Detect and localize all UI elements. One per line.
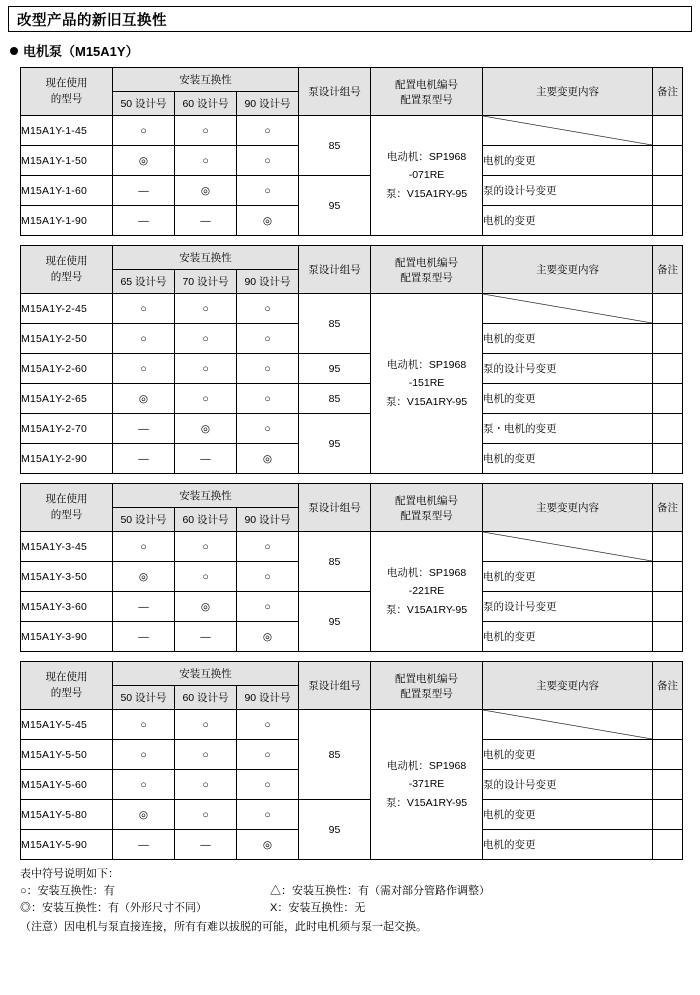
compat-mark: ○ <box>237 710 299 740</box>
compat-mark: ◎ <box>175 414 237 444</box>
compat-mark: ○ <box>113 354 175 384</box>
remarks-cell <box>653 354 683 384</box>
change-cell: 泵・电机的变更 <box>483 414 653 444</box>
compat-mark: ◎ <box>175 592 237 622</box>
compat-mark: — <box>175 830 237 860</box>
compat-mark: ○ <box>175 770 237 800</box>
header-changes: 主要变更内容 <box>483 662 653 710</box>
table-header-row <box>21 246 683 270</box>
change-cell-diagonal <box>483 532 653 562</box>
header-remarks: 备注 <box>653 246 683 294</box>
header-compat: 安装互换性 <box>113 68 299 92</box>
change-cell: 泵的设计号变更 <box>483 592 653 622</box>
table-header-row <box>21 68 683 92</box>
remarks-cell <box>653 116 683 146</box>
compat-mark: ○ <box>113 532 175 562</box>
header-pump-group: 泵设计组号 <box>299 484 371 532</box>
compat-mark: ◎ <box>113 384 175 414</box>
header-design-90: 90 设计号 <box>237 270 299 294</box>
model-name: M15A1Y-2-70 <box>21 414 113 444</box>
table-row <box>21 532 683 562</box>
header-design-90: 90 设计号 <box>237 92 299 116</box>
compat-mark: ○ <box>237 592 299 622</box>
compat-mark: — <box>175 622 237 652</box>
header-design-65: 65 设计号 <box>113 270 175 294</box>
compat-mark: ○ <box>175 740 237 770</box>
compatibility-table-1 <box>20 67 683 236</box>
remarks-cell <box>653 444 683 474</box>
model-name: M15A1Y-3-60 <box>21 592 113 622</box>
compat-mark: ○ <box>237 770 299 800</box>
compat-mark: ◎ <box>113 562 175 592</box>
header-config: 配置电机编号 配置泵型号 <box>371 484 483 532</box>
remarks-cell <box>653 384 683 414</box>
pump-group-value: 85 <box>299 294 371 354</box>
legend-intro: 表中符号说明如下： <box>20 868 119 880</box>
model-name: M15A1Y-5-60 <box>21 770 113 800</box>
compat-mark: ○ <box>175 562 237 592</box>
compatibility-table-2 <box>20 245 683 474</box>
header-design-50: 50 设计号 <box>113 686 175 710</box>
header-design-50: 50 设计号 <box>113 508 175 532</box>
compat-mark: ○ <box>237 384 299 414</box>
compat-mark: ◎ <box>175 176 237 206</box>
config-cell: 电动机：SP1968 -151RE 泵：V15A1RY-95 <box>371 294 483 474</box>
model-name: M15A1Y-5-90 <box>21 830 113 860</box>
compat-mark: ○ <box>237 562 299 592</box>
remarks-cell <box>653 532 683 562</box>
pump-group-value: 95 <box>299 354 371 384</box>
config-cell: 电动机：SP1968 -221RE 泵：V15A1RY-95 <box>371 532 483 652</box>
remarks-cell <box>653 710 683 740</box>
change-cell: 电机的变更 <box>483 324 653 354</box>
bullet-icon <box>10 47 18 55</box>
compat-mark: ○ <box>113 710 175 740</box>
table-row <box>21 710 683 740</box>
header-pump-group: 泵设计组号 <box>299 246 371 294</box>
compat-mark: ○ <box>237 146 299 176</box>
model-name: M15A1Y-2-90 <box>21 444 113 474</box>
compat-mark: ○ <box>113 770 175 800</box>
compat-mark: ○ <box>175 294 237 324</box>
model-name: M15A1Y-1-60 <box>21 176 113 206</box>
compat-mark: ○ <box>175 146 237 176</box>
change-cell: 电机的变更 <box>483 146 653 176</box>
header-compat: 安装互换性 <box>113 484 299 508</box>
compat-mark: — <box>113 830 175 860</box>
compat-mark: ○ <box>175 354 237 384</box>
model-name: M15A1Y-5-50 <box>21 740 113 770</box>
model-name: M15A1Y-1-90 <box>21 206 113 236</box>
compat-mark: ○ <box>113 740 175 770</box>
header-design-90: 90 设计号 <box>237 686 299 710</box>
header-remarks: 备注 <box>653 68 683 116</box>
legend-triangle: △：安装互换性：有（需对部分管路作调整） <box>270 885 490 898</box>
page-title-text: 改型产品的新旧互换性 <box>17 12 167 29</box>
header-design-50: 50 设计号 <box>113 92 175 116</box>
change-cell: 电机的变更 <box>483 830 653 860</box>
pump-group-value: 95 <box>299 800 371 860</box>
header-design-60: 60 设计号 <box>175 92 237 116</box>
header-pump-group: 泵设计组号 <box>299 662 371 710</box>
compat-mark: ○ <box>237 176 299 206</box>
header-design-70: 70 设计号 <box>175 270 237 294</box>
compat-mark: ○ <box>237 324 299 354</box>
change-cell: 电机的变更 <box>483 740 653 770</box>
model-name: M15A1Y-1-50 <box>21 146 113 176</box>
header-design-60: 60 设计号 <box>175 508 237 532</box>
compat-mark: ○ <box>175 324 237 354</box>
header-model: 现在使用 的型号 <box>21 68 113 116</box>
legend-circle-open: ○：安装互换性：有 <box>20 885 115 898</box>
compat-mark: ○ <box>175 532 237 562</box>
compat-mark: ○ <box>113 116 175 146</box>
table-row <box>21 116 683 146</box>
table-row <box>21 384 683 414</box>
remarks-cell <box>653 592 683 622</box>
remarks-cell <box>653 206 683 236</box>
compat-mark: ○ <box>237 354 299 384</box>
header-pump-group: 泵设计组号 <box>299 68 371 116</box>
header-config: 配置电机编号 配置泵型号 <box>371 662 483 710</box>
compat-mark: ○ <box>175 800 237 830</box>
pump-group-value: 95 <box>299 414 371 474</box>
legend-circle-double: ◎：安装互换性：有（外形尺寸不同） <box>20 902 207 915</box>
header-changes: 主要变更内容 <box>483 246 653 294</box>
header-model: 现在使用 的型号 <box>21 662 113 710</box>
compat-mark: ○ <box>237 532 299 562</box>
header-model: 现在使用 的型号 <box>21 484 113 532</box>
table-row <box>21 176 683 206</box>
remarks-cell <box>653 176 683 206</box>
remarks-cell <box>653 414 683 444</box>
header-model: 现在使用 的型号 <box>21 246 113 294</box>
compat-mark: — <box>113 176 175 206</box>
legend-note: （注意）因电机与泵直接连接，所有有难以拔脱的可能，此时电机须与泵一起交换。 <box>20 921 427 934</box>
model-name: M15A1Y-2-50 <box>21 324 113 354</box>
compat-mark: ○ <box>237 116 299 146</box>
remarks-cell <box>653 294 683 324</box>
compat-mark: ○ <box>237 740 299 770</box>
legend-line-2 <box>20 900 692 917</box>
table-header-row <box>21 484 683 508</box>
model-name: M15A1Y-2-45 <box>21 294 113 324</box>
header-remarks: 备注 <box>653 662 683 710</box>
remarks-cell <box>653 770 683 800</box>
compat-mark: ○ <box>237 800 299 830</box>
legend <box>20 866 692 936</box>
model-name: M15A1Y-3-50 <box>21 562 113 592</box>
model-name: M15A1Y-1-45 <box>21 116 113 146</box>
remarks-cell <box>653 830 683 860</box>
pump-group-value: 85 <box>299 532 371 592</box>
remarks-cell <box>653 740 683 770</box>
compat-mark: — <box>113 592 175 622</box>
compat-mark: — <box>175 444 237 474</box>
header-changes: 主要变更内容 <box>483 484 653 532</box>
compat-mark: ○ <box>175 710 237 740</box>
change-cell: 电机的变更 <box>483 622 653 652</box>
header-changes: 主要变更内容 <box>483 68 653 116</box>
compatibility-table-3 <box>20 483 683 652</box>
model-name: M15A1Y-2-60 <box>21 354 113 384</box>
model-name: M15A1Y-2-65 <box>21 384 113 414</box>
remarks-cell <box>653 800 683 830</box>
compat-mark: ◎ <box>237 622 299 652</box>
pump-group-value: 85 <box>299 116 371 176</box>
compat-mark: ◎ <box>237 830 299 860</box>
compat-mark: ○ <box>113 324 175 354</box>
compat-mark: ◎ <box>113 146 175 176</box>
pump-group-value: 95 <box>299 592 371 652</box>
compat-mark: — <box>113 622 175 652</box>
compat-mark: ○ <box>113 294 175 324</box>
compat-mark: ◎ <box>113 800 175 830</box>
compat-mark: ○ <box>175 384 237 414</box>
change-cell: 泵的设计号变更 <box>483 176 653 206</box>
model-name: M15A1Y-5-80 <box>21 800 113 830</box>
section-heading <box>10 41 692 60</box>
compat-mark: ○ <box>237 414 299 444</box>
pump-group-value: 95 <box>299 176 371 236</box>
table-row <box>21 800 683 830</box>
remarks-cell <box>653 324 683 354</box>
change-cell: 电机的变更 <box>483 384 653 414</box>
change-cell: 泵的设计号变更 <box>483 354 653 384</box>
pump-group-value: 85 <box>299 710 371 800</box>
change-cell-diagonal <box>483 710 653 740</box>
table-row <box>21 354 683 384</box>
model-name: M15A1Y-3-45 <box>21 532 113 562</box>
table-header-row <box>21 662 683 686</box>
compat-mark: — <box>113 414 175 444</box>
change-cell: 泵的设计号变更 <box>483 770 653 800</box>
change-cell-diagonal <box>483 116 653 146</box>
config-cell: 电动机：SP1968 -071RE 泵：V15A1RY-95 <box>371 116 483 236</box>
remarks-cell <box>653 562 683 592</box>
legend-cross: X：安装互换性：无 <box>270 902 366 915</box>
compat-mark: — <box>113 444 175 474</box>
header-compat: 安装互换性 <box>113 662 299 686</box>
header-config: 配置电机编号 配置泵型号 <box>371 246 483 294</box>
header-remarks: 备注 <box>653 484 683 532</box>
compat-mark: ◎ <box>237 206 299 236</box>
section-heading-label: 电机泵（M15A1Y） <box>23 44 139 59</box>
compat-mark: ○ <box>175 116 237 146</box>
remarks-cell <box>653 622 683 652</box>
config-cell: 电动机：SP1968 -371RE 泵：V15A1RY-95 <box>371 710 483 860</box>
header-compat: 安装互换性 <box>113 246 299 270</box>
compat-mark: ○ <box>237 294 299 324</box>
change-cell: 电机的变更 <box>483 800 653 830</box>
remarks-cell <box>653 146 683 176</box>
header-config: 配置电机编号 配置泵型号 <box>371 68 483 116</box>
change-cell: 电机的变更 <box>483 206 653 236</box>
compat-mark: — <box>175 206 237 236</box>
table-row <box>21 592 683 622</box>
model-name: M15A1Y-3-90 <box>21 622 113 652</box>
table-row <box>21 294 683 324</box>
header-design-60: 60 设计号 <box>175 686 237 710</box>
change-cell: 电机的变更 <box>483 562 653 592</box>
compat-mark: ◎ <box>237 444 299 474</box>
page-title <box>8 6 692 32</box>
change-cell: 电机的变更 <box>483 444 653 474</box>
legend-line-1 <box>20 883 692 900</box>
compatibility-table-4 <box>20 661 683 860</box>
model-name: M15A1Y-5-45 <box>21 710 113 740</box>
compat-mark: — <box>113 206 175 236</box>
change-cell-diagonal <box>483 294 653 324</box>
header-design-90: 90 设计号 <box>237 508 299 532</box>
table-row <box>21 414 683 444</box>
pump-group-value: 85 <box>299 384 371 414</box>
